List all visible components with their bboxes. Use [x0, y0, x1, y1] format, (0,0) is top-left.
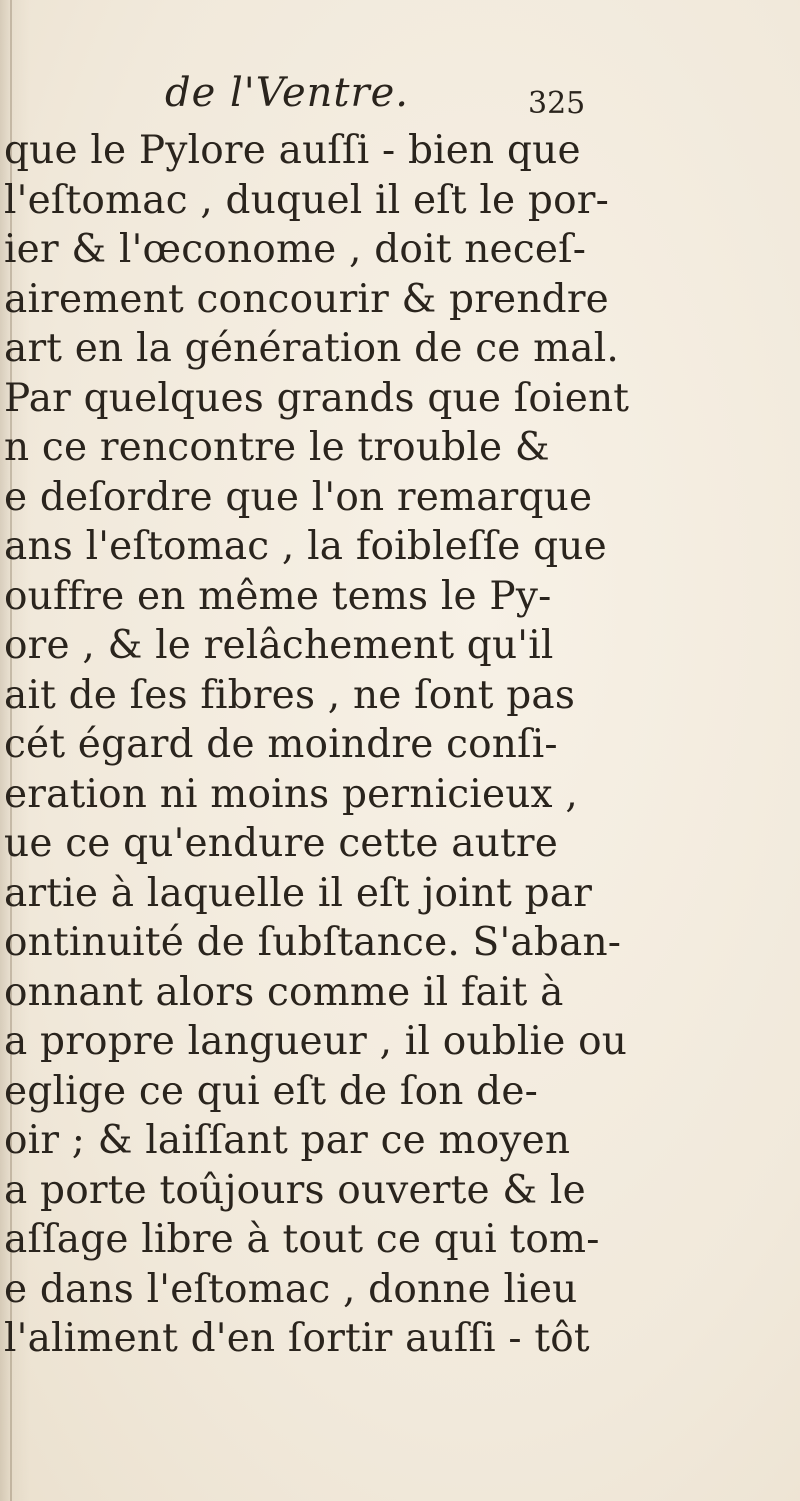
- text-line: airement concourir & prendre: [4, 276, 609, 322]
- text-line: e dans l'eſtomac , donne lieu: [4, 1266, 578, 1312]
- running-head: de l'Ventre.: [165, 70, 410, 116]
- text-line: art en la génération de ce mal.: [4, 326, 620, 371]
- text-line: ore , & le relâchement qu'il: [4, 623, 554, 668]
- text-line: Par quelques grands que ſoient: [4, 375, 630, 421]
- text-line: a propre langueur , il oublie ou: [4, 1019, 628, 1064]
- text-line: onnant alors comme il fait à: [4, 969, 564, 1015]
- text-line: artie à laquelle il eſt joint par: [4, 870, 593, 916]
- page-header: [0, 70, 800, 126]
- text-line: ouffre en même tems le Py-: [4, 573, 552, 619]
- page-number: 325: [528, 86, 586, 121]
- text-line: ans l'eſtomac , la foibleſſe que: [4, 524, 607, 569]
- text-line: n ce rencontre le trouble &: [4, 425, 550, 470]
- text-line: ait de ſes fibres , ne ſont pas: [4, 672, 576, 718]
- text-line: ue ce qu'endure cette autre: [4, 821, 559, 866]
- text-line: aſſage libre à tout ce qui tom-: [4, 1217, 600, 1262]
- text-line: l'aliment d'en ſortir auſſi - tôt: [4, 1316, 590, 1361]
- text-line: e deſordre que l'on remarque: [4, 474, 593, 520]
- text-line: que le Pylore auſſi - bien que: [4, 128, 581, 173]
- text-line: l'eſtomac , duquel il eſt le por-: [4, 177, 609, 223]
- text-line: eration ni moins pernicieux ,: [4, 771, 578, 817]
- text-line: ier & l'œconome , doit neceſ-: [4, 227, 587, 272]
- text-line: oir ; & laiſſant par ce moyen: [4, 1118, 571, 1163]
- text-line: cét égard de moindre conſi-: [4, 722, 558, 767]
- body-text: [4, 126, 794, 1364]
- text-line: eglige ce qui eſt de ſon de-: [4, 1068, 538, 1114]
- text-line: ontinuité de ſubſtance. S'aban-: [4, 920, 622, 965]
- text-line: a porte toûjours ouverte & le: [4, 1167, 586, 1213]
